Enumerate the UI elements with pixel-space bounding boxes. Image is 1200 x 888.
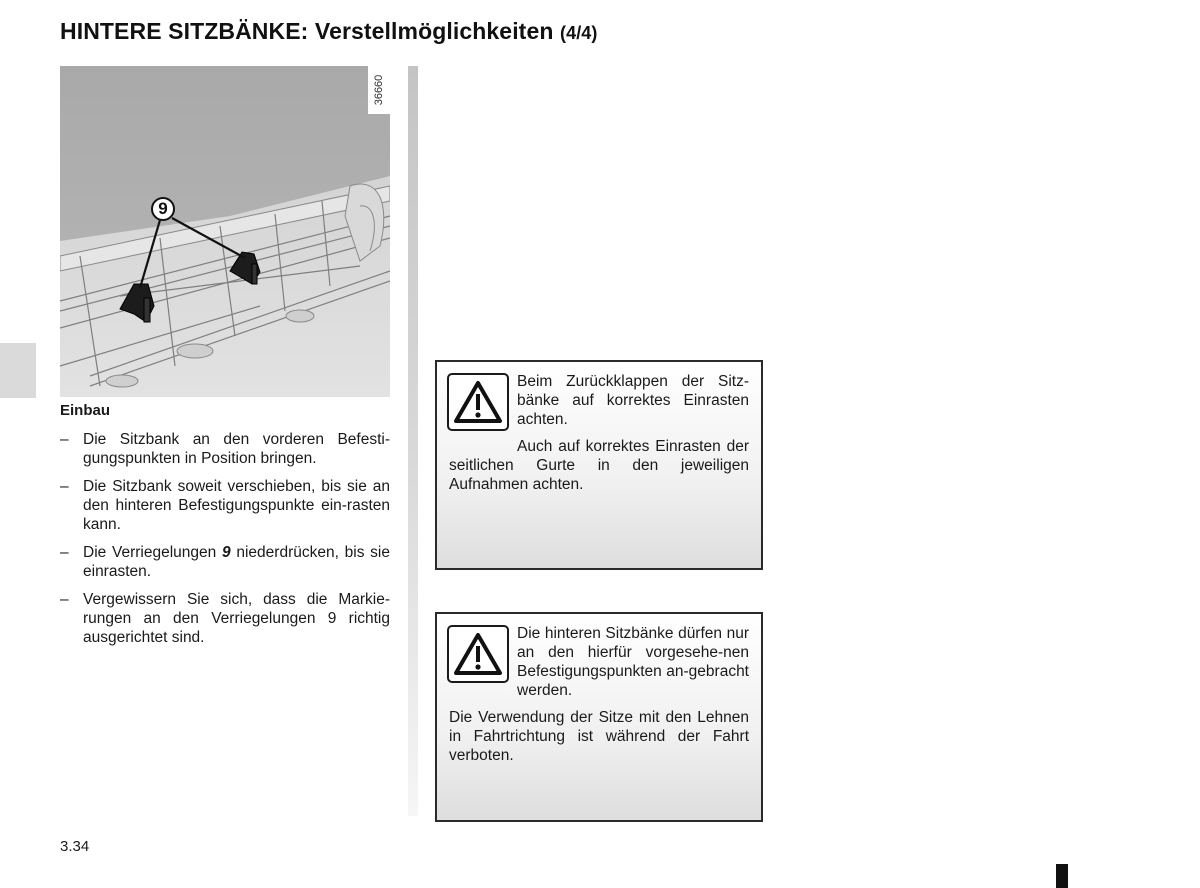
- warning-body: Die Verwendung der Sitze mit den Lehnen in Fahrtrichtung ist während der Fahrt verboten.: [449, 709, 749, 764]
- installation-steps: [60, 430, 390, 656]
- list-item: [60, 543, 390, 581]
- warning-box: [435, 360, 763, 570]
- figure-code-text: 36660: [373, 74, 385, 106]
- list-item: – Die Sitzbank soweit verschieben, bis sie an den hinteren Befestigungspunkte ein-rasten kann.: [60, 477, 390, 534]
- warning-triangle-icon: [447, 373, 509, 431]
- column-divider: [408, 66, 418, 816]
- list-item: – Vergewissern Sie sich, dass die Markie-rungen an den Verriegelungen 9 richtig ausgerichtet sind.: [60, 590, 390, 647]
- warning-triangle-icon: [447, 625, 509, 683]
- warning-box: [435, 612, 763, 822]
- warning-body: Auch auf korrektes Einrasten der seitlichen Gurte in den jeweiligen Aufnahmen achten.: [449, 438, 749, 493]
- step-text: Die Verriegelungen: [83, 544, 222, 561]
- page-edge-marker: [1056, 864, 1068, 888]
- page-title: [60, 18, 598, 45]
- callout-9: 9: [151, 197, 175, 221]
- page-title-suffix: (4/4): [559, 23, 598, 43]
- page-title-main: HINTERE SITZBÄNKE: Verstellmöglichkeiten: [60, 18, 554, 44]
- seat-anchor-illustration: [60, 66, 390, 397]
- illustration-drawing: [60, 66, 390, 397]
- chapter-tab: [0, 343, 36, 398]
- section-heading: Einbau: [60, 402, 111, 419]
- warning-lead: Die hinteren Sitzbänke dürfen nur an den hierfür vorgesehe-nen Befestigungspunkten an-gebracht werden.: [517, 625, 749, 699]
- warning-lead: Beim Zurückklappen der Sitz-bänke auf korrektes Einrasten achten.: [517, 373, 749, 428]
- list-item: – Die Sitzbank an den vorderen Befesti-gungspunkten in Position bringen.: [60, 430, 390, 468]
- step-text: niederdrücken, bis sie einrasten.: [83, 544, 390, 580]
- lock-reference: 9: [222, 544, 231, 561]
- figure-reference-code: [368, 66, 390, 114]
- page-number: 3.34: [60, 838, 90, 855]
